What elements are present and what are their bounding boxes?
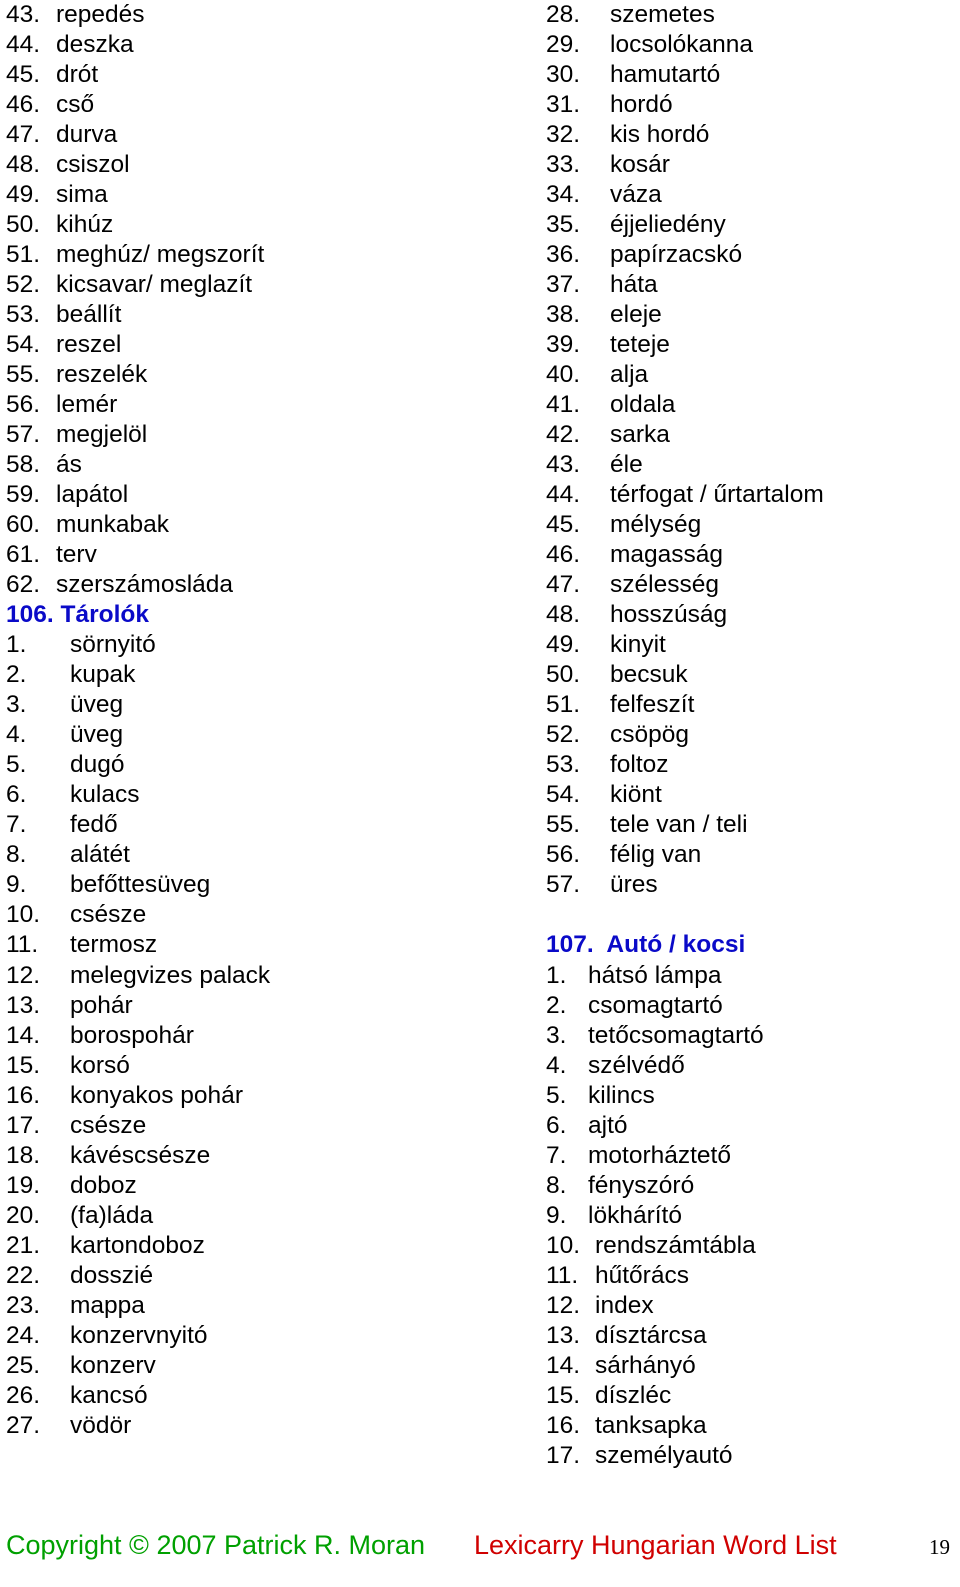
item-number: 15. [6,1051,41,1079]
item-number: 45. [6,61,41,89]
list-item [6,330,526,360]
item-word: rendszámtábla [595,1231,756,1259]
list-item [6,780,526,810]
item-word: lökhárító [588,1201,682,1229]
page-number: 19 [929,1535,950,1559]
item-number: 55. [546,811,581,839]
item-word: kilincs [588,1081,655,1109]
list-item [6,390,526,420]
item-word: szélesség [610,571,719,599]
list-item [546,180,956,210]
item-word: mappa [70,1291,145,1319]
list-item [546,510,956,540]
list-item [546,210,956,240]
list-item [546,810,956,840]
list-item [6,690,526,720]
list-item [546,1381,956,1411]
list-item [6,270,526,300]
list-item [6,720,526,750]
item-word: foltoz [610,751,669,779]
copyright-text: Copyright © 2007 Patrick R. Moran [6,1530,426,1560]
item-word: tetőcsomagtartó [588,1021,764,1049]
item-word: félig van [610,841,702,869]
list-item [546,300,956,330]
item-word: fényszóró [588,1171,695,1199]
item-word: kancsó [70,1381,148,1409]
item-number: 47. [546,571,581,599]
list-item [6,360,526,390]
item-word: magasság [610,541,724,569]
list-item [546,480,956,510]
item-number: 35. [546,211,581,239]
item-word: vödör [70,1411,132,1439]
list-item [546,1051,956,1081]
item-number: 16. [546,1411,581,1439]
list-item [6,630,526,660]
list-item [546,1201,956,1231]
item-word: drót [56,61,99,89]
item-number: 28. [546,1,581,28]
item-word: repedés [56,1,145,28]
list-item [546,330,956,360]
item-word: szerszámosláda [56,571,234,599]
list-item [546,1111,956,1141]
list-item [6,1081,526,1111]
item-word: csésze [70,901,147,929]
item-word: mélység [610,511,702,539]
list-item [6,810,526,840]
list-item [6,1171,526,1201]
list-item [546,840,956,870]
item-word: sarka [610,421,670,449]
item-number: 50. [546,661,581,689]
list-item [546,780,956,810]
item-word: konzervnyitó [70,1321,208,1349]
item-number: 9. [546,1201,567,1229]
item-number: 13. [546,1321,581,1349]
list-item [546,1411,956,1441]
item-word: locsolókanna [610,31,754,59]
item-word: termosz [70,931,158,959]
left-column [6,0,526,1441]
item-word: eleje [610,301,662,329]
list-item [6,1021,526,1051]
item-word: kupak [70,661,136,689]
list-item [6,1111,526,1141]
item-word: oldala [610,391,676,419]
list-item [6,1381,526,1411]
list-item [6,210,526,240]
item-number: 55. [6,361,41,389]
item-number: 34. [546,181,581,209]
list-item [6,90,526,120]
item-word: csiszol [56,151,130,179]
item-word: személyautó [595,1441,733,1469]
item-word: megjelöl [56,421,148,449]
item-number: 50. [6,211,41,239]
list-item [6,900,526,930]
item-word: hordó [610,91,673,119]
item-word: reszelék [56,361,148,389]
item-number: 8. [546,1171,567,1199]
item-word: melegvizes palack [70,961,271,989]
item-word: tele van / teli [610,811,748,839]
item-number: 19. [6,1171,41,1199]
item-word: becsuk [610,661,688,689]
item-number: 31. [546,91,581,119]
item-word: borospohár [70,1021,194,1049]
item-word: (fa)láda [70,1201,154,1229]
item-number: 44. [6,31,41,59]
list-item [6,120,526,150]
item-number: 18. [6,1141,41,1169]
list-item [546,720,956,750]
list-item [6,180,526,210]
list-item [6,1201,526,1231]
item-number: 15. [546,1381,581,1409]
item-number: 3. [6,691,27,719]
item-number: 48. [546,601,581,629]
item-word: üveg [70,721,124,749]
list-item [6,240,526,270]
item-number: 7. [6,811,27,839]
item-word: index [595,1291,654,1319]
list-item [546,1231,956,1261]
word-list [6,0,526,600]
item-number: 46. [546,541,581,569]
list-item [546,240,956,270]
word-list [546,0,956,900]
item-number: 10. [546,1231,581,1259]
item-word: éjjeliedény [610,211,726,239]
list-item [6,840,526,870]
item-word: cső [56,91,95,119]
item-number: 43. [6,1,41,28]
list-item [546,991,956,1021]
item-number: 12. [6,961,41,989]
list-item [546,600,956,630]
item-number: 23. [6,1291,41,1319]
item-word: hosszúság [610,601,728,629]
list-item [546,360,956,390]
item-number: 38. [546,301,581,329]
item-word: hátsó lámpa [588,961,722,989]
item-number: 52. [6,271,41,299]
item-word: papírzacskó [610,241,743,269]
item-word: hamutartó [610,61,721,89]
item-number: 51. [6,241,41,269]
item-number: 33. [546,151,581,179]
item-number: 54. [546,781,581,809]
item-number: 42. [546,421,581,449]
item-number: 40. [546,361,581,389]
list-item [6,450,526,480]
item-word: díszléc [595,1381,672,1409]
item-word: térfogat / űrtartalom [610,481,824,509]
item-word: kicsavar/ meglazít [56,271,253,299]
list-item [6,300,526,330]
item-number: 25. [6,1351,41,1379]
list-item [546,750,956,780]
item-word: dísztárcsa [595,1321,707,1349]
item-number: 27. [6,1411,41,1439]
item-number: 30. [546,61,581,89]
item-word: háta [610,271,658,299]
item-number: 47. [6,121,41,149]
list-item [546,0,956,30]
item-number: 7. [546,1141,567,1169]
list-item [6,60,526,90]
item-number: 14. [546,1351,581,1379]
item-number: 22. [6,1261,41,1289]
item-word: kartondoboz [70,1231,205,1259]
item-number: 11. [6,931,39,959]
item-number: 4. [6,721,27,749]
item-word: doboz [70,1171,137,1199]
list-item [546,420,956,450]
item-number: 21. [6,1231,41,1259]
list-item [6,1261,526,1291]
item-word: kihúz [56,211,114,239]
item-word: felfeszít [610,691,695,719]
list-item [546,1141,956,1171]
item-word: dosszié [70,1261,154,1289]
item-word: beállít [56,301,122,329]
section-heading: 107. Autó / kocsi [546,931,746,959]
list-item [546,1321,956,1351]
item-number: 54. [6,331,41,359]
list-item [6,540,526,570]
list-item [6,1291,526,1321]
item-word: lemér [56,391,118,419]
list-item [546,961,956,991]
item-number: 43. [546,451,581,479]
list-item [546,690,956,720]
item-word: motorháztető [588,1141,731,1169]
list-item [546,630,956,660]
list-item [546,390,956,420]
item-number: 9. [6,871,27,899]
item-number: 53. [546,751,581,779]
item-number: 52. [546,721,581,749]
item-word: szemetes [610,1,715,28]
list-item [6,1321,526,1351]
item-word: dugó [70,751,125,779]
item-word: terv [56,541,97,569]
item-number: 6. [6,781,27,809]
list-item [6,30,526,60]
list-item [6,150,526,180]
list-item [6,991,526,1021]
item-number: 51. [546,691,581,719]
item-word: ás [56,451,82,479]
item-word: sima [56,181,108,209]
item-word: sörnyitó [70,631,156,659]
item-word: éle [610,451,643,479]
item-word: tanksapka [595,1411,707,1439]
list-item [546,450,956,480]
list-item [6,961,526,991]
list-item [546,1171,956,1201]
list-item [6,1231,526,1261]
item-number: 6. [546,1111,567,1139]
list-item [6,480,526,510]
list-item [6,660,526,690]
item-number: 5. [546,1081,567,1109]
item-number: 5. [6,751,27,779]
item-number: 14. [6,1021,41,1049]
list-item [6,930,526,960]
item-word: kosár [610,151,670,179]
list-item [6,1141,526,1171]
item-number: 56. [6,391,41,419]
list-item [6,420,526,450]
item-word: csomagtartó [588,991,723,1019]
list-item [6,1051,526,1081]
item-word: sárhányó [595,1351,696,1379]
item-number: 57. [546,871,581,899]
item-word: fedő [70,811,118,839]
list-item [6,1411,526,1441]
item-word: váza [610,181,662,209]
item-word: lapátol [56,481,129,509]
list-item [546,660,956,690]
item-word: konzerv [70,1351,156,1379]
item-word: reszel [56,331,122,359]
item-number: 39. [546,331,581,359]
word-list [6,630,526,1440]
item-number: 46. [6,91,41,119]
item-number: 13. [6,991,41,1019]
item-number: 60. [6,511,41,539]
item-number: 41. [546,391,581,419]
item-number: 16. [6,1081,41,1109]
item-number: 58. [6,451,41,479]
item-number: 57. [6,421,41,449]
item-number: 26. [6,1381,41,1409]
item-word: durva [56,121,118,149]
list-item [546,30,956,60]
spacer [546,900,956,930]
list-item [546,1021,956,1051]
list-item [546,120,956,150]
list-item [6,570,526,600]
list-item [6,1351,526,1381]
item-number: 36. [546,241,581,269]
item-word: kis hordó [610,121,710,149]
list-item [546,870,956,900]
list-item [546,150,956,180]
item-word: konyakos pohár [70,1081,243,1109]
item-word: munkabak [56,511,170,539]
list-item [546,1081,956,1111]
list-item [546,1261,956,1291]
item-word: üveg [70,691,124,719]
item-number: 20. [6,1201,41,1229]
item-word: befőttesüveg [70,871,211,899]
item-number: 44. [546,481,581,509]
item-word: ajtó [588,1111,628,1139]
item-word: szélvédő [588,1051,685,1079]
item-number: 24. [6,1321,41,1349]
item-number: 45. [546,511,581,539]
list-item [546,1351,956,1381]
item-number: 1. [6,631,27,659]
item-word: kávéscsésze [70,1141,211,1169]
item-number: 48. [6,151,41,179]
item-number: 56. [546,841,581,869]
item-word: alja [610,361,649,389]
item-number: 2. [546,991,567,1019]
item-number: 62. [6,571,41,599]
item-word: csöpög [610,721,690,749]
item-number: 10. [6,901,41,929]
list-item [6,750,526,780]
item-number: 1. [546,961,567,989]
item-number: 29. [546,31,581,59]
item-number: 12. [546,1291,581,1319]
list-item [546,540,956,570]
list-item [6,510,526,540]
item-number: 17. [546,1441,581,1469]
item-word: kinyit [610,631,666,659]
section-heading: 106. Tárolók [6,601,149,629]
item-word: deszka [56,31,134,59]
item-number: 61. [6,541,41,569]
page-footer [6,1528,950,1562]
item-number: 4. [546,1051,567,1079]
item-number: 11. [546,1261,579,1289]
item-word: alátét [70,841,130,869]
item-number: 8. [6,841,27,869]
item-word: korsó [70,1051,130,1079]
item-number: 59. [6,481,41,509]
item-number: 53. [6,301,41,329]
item-word: csésze [70,1111,147,1139]
list-item [546,570,956,600]
item-number: 49. [6,181,41,209]
list-item [6,0,526,30]
item-word: hűtőrács [595,1261,689,1289]
word-list [546,1231,956,1471]
right-column [546,0,956,1471]
list-item [546,1291,956,1321]
item-number: 32. [546,121,581,149]
item-number: 3. [546,1021,567,1049]
word-list [546,961,956,1231]
item-word: pohár [70,991,133,1019]
item-number: 2. [6,661,27,689]
item-word: kulacs [70,781,140,809]
document-title: Lexicarry Hungarian Word List [474,1530,837,1560]
item-number: 37. [546,271,581,299]
list-item [546,60,956,90]
list-item [546,270,956,300]
list-item [546,1441,956,1471]
list-item [546,90,956,120]
item-word: üres [610,871,658,899]
item-word: teteje [610,331,670,359]
item-word: meghúz/ megszorít [56,241,265,269]
item-number: 49. [546,631,581,659]
item-number: 17. [6,1111,41,1139]
list-item [6,870,526,900]
item-word: kiönt [610,781,662,809]
